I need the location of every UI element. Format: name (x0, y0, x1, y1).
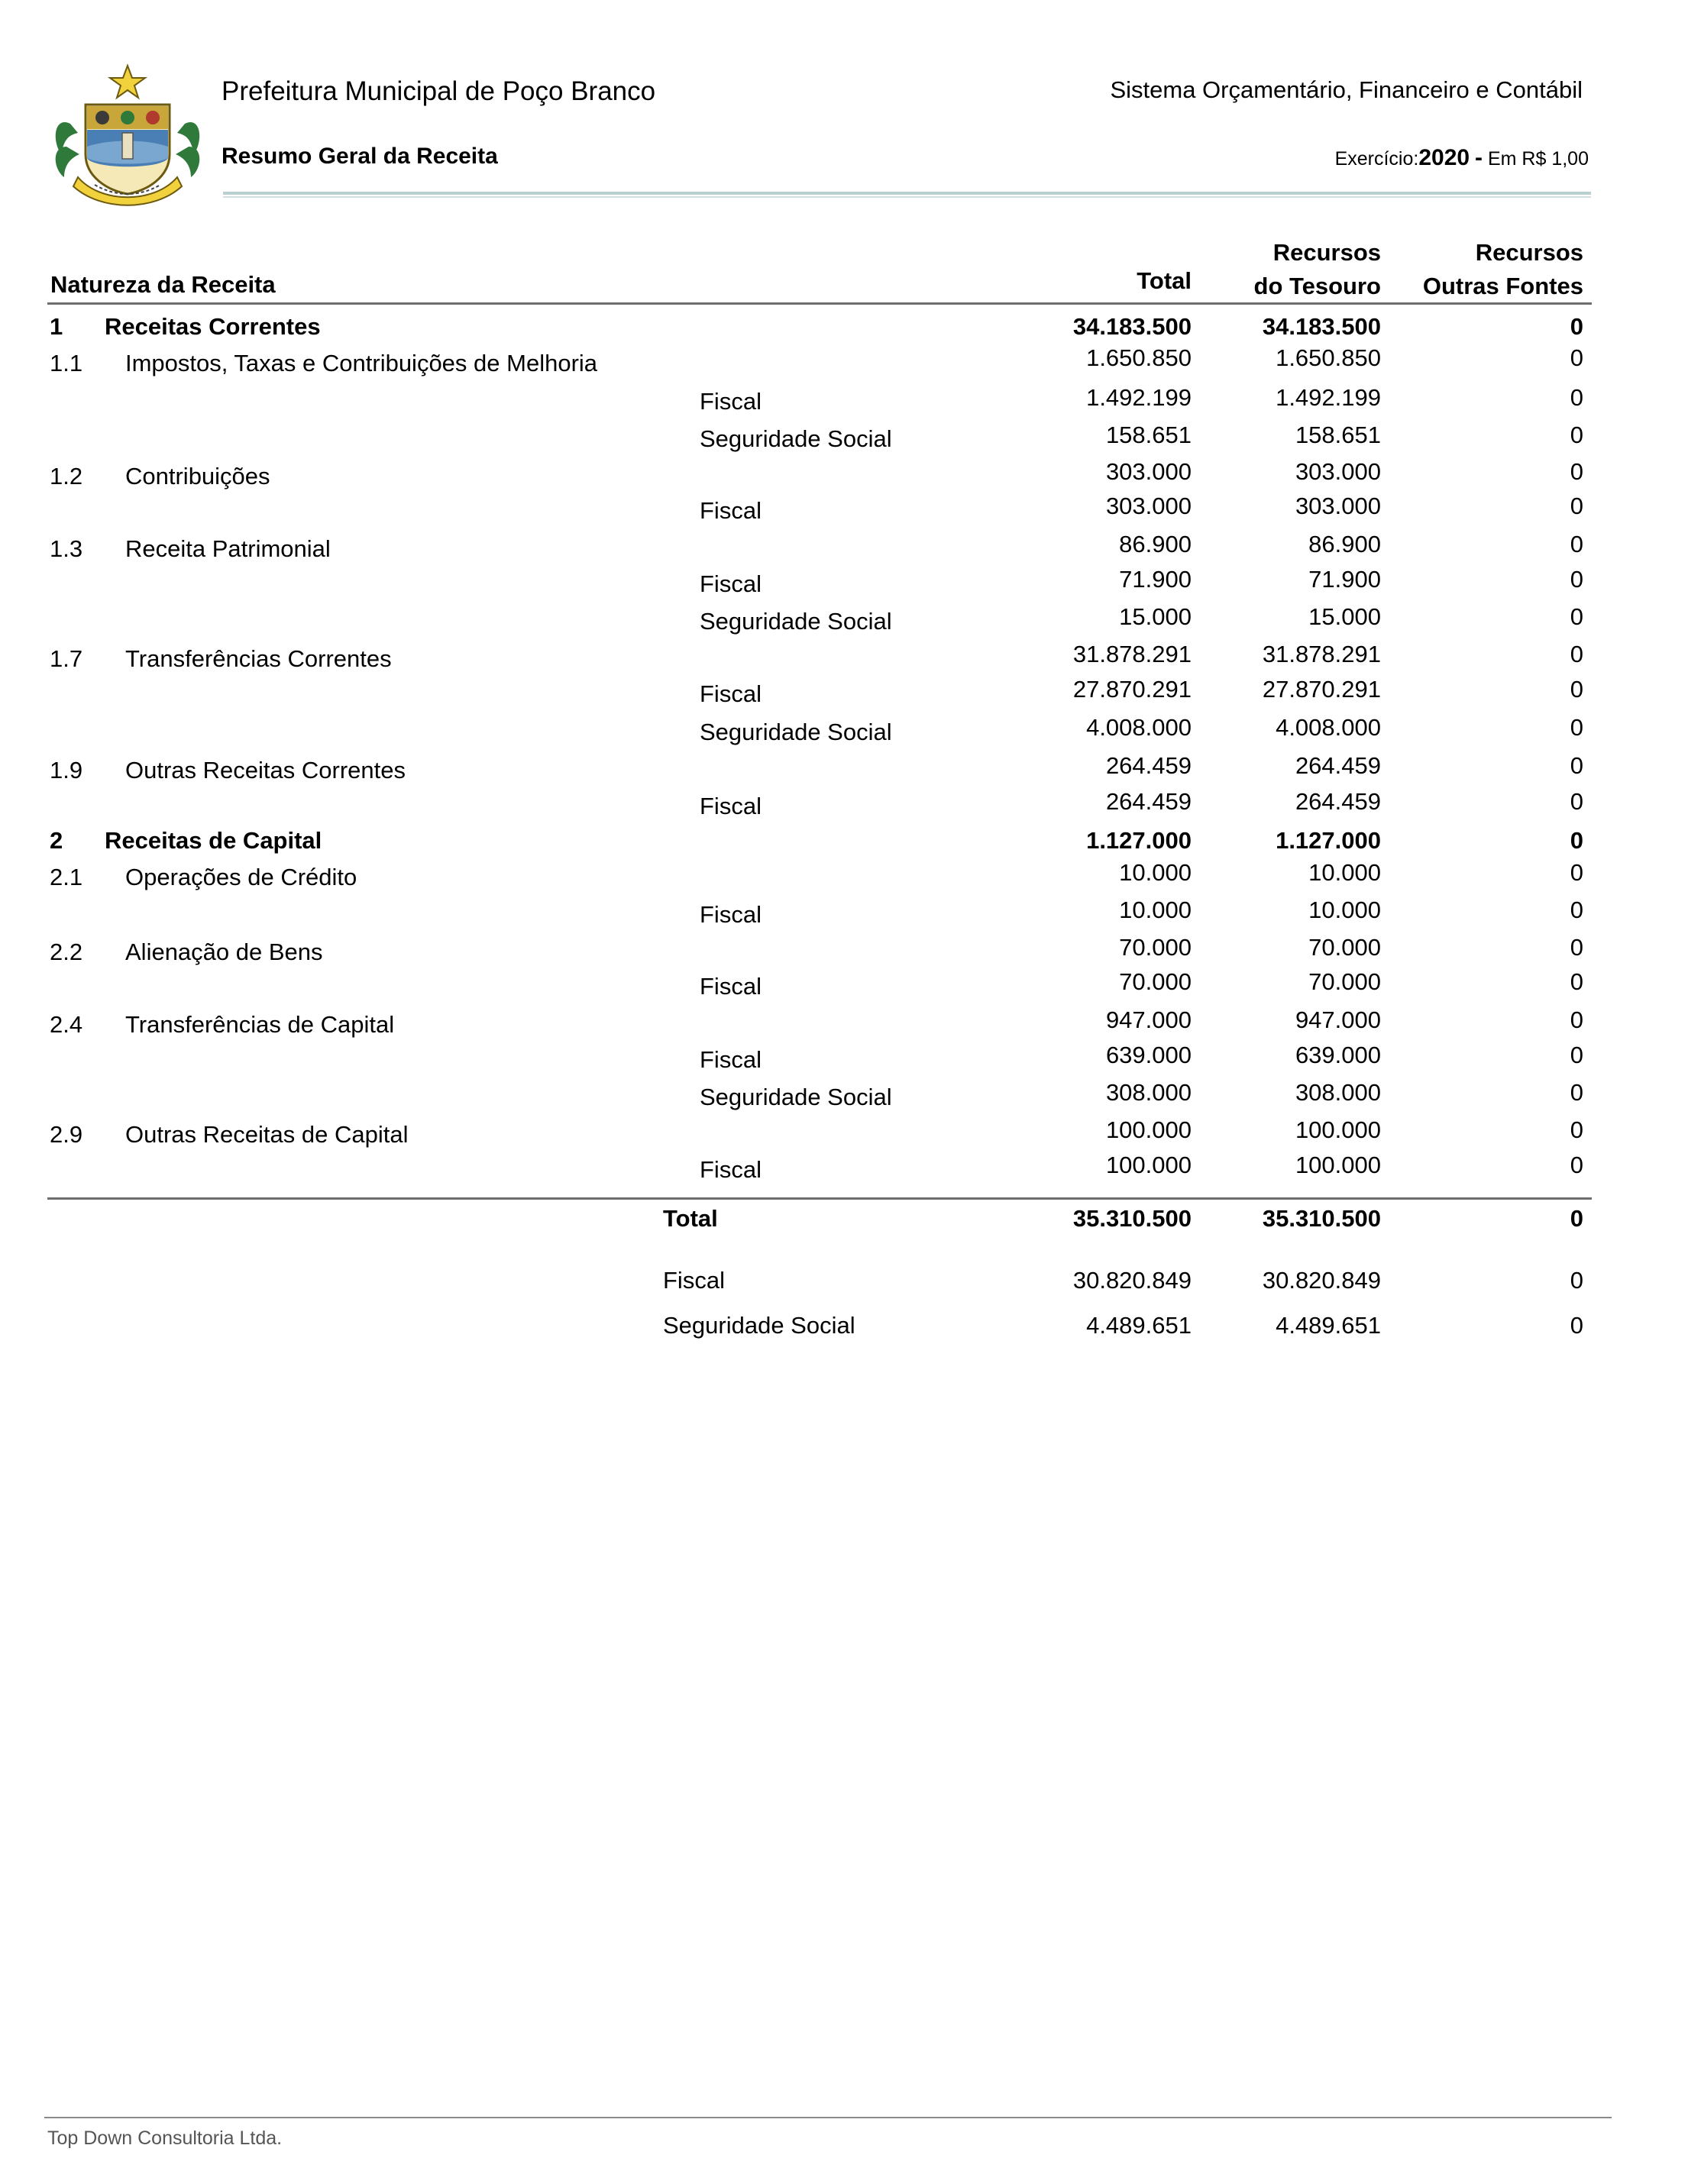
row-name: Receitas Correntes (105, 313, 321, 340)
row-subgroup: Seguridade Social (700, 425, 892, 452)
exercise-dash: - (1475, 145, 1483, 170)
row-subgroup: Seguridade Social (700, 719, 892, 745)
row-total: 15.000 (1119, 603, 1192, 630)
column-header-treasury-line1: Recursos (1272, 239, 1381, 266)
municipal-crest-logo (47, 63, 208, 208)
row-total: 86.900 (1119, 531, 1192, 557)
table-header-rule (47, 302, 1592, 305)
row-subgroup: Seguridade Social (700, 608, 892, 635)
exercise-label: Exercício: (1334, 148, 1419, 170)
table-row (0, 897, 1688, 933)
row-code: 1.3 (50, 535, 83, 562)
row-name: Contribuições (125, 463, 270, 489)
report-title: Resumo Geral da Receita (222, 144, 498, 169)
table-row (0, 344, 1688, 386)
row-subgroup: Fiscal (700, 570, 762, 597)
row-total: 10.000 (1119, 859, 1192, 886)
row-total: 10.000 (1119, 897, 1192, 923)
row-total: 303.000 (1105, 493, 1192, 519)
totals-social-total: 4.489.651 (1086, 1312, 1192, 1339)
row-treasury: 303.000 (1295, 493, 1381, 519)
row-code: 2.9 (50, 1121, 83, 1148)
row-total: 264.459 (1105, 752, 1192, 779)
row-other: 0 (1570, 934, 1583, 961)
row-total: 27.870.291 (1072, 676, 1192, 703)
row-total: 34.183.500 (1072, 313, 1192, 340)
totals-social-label: Seguridade Social (663, 1312, 855, 1339)
row-total: 70.000 (1119, 968, 1192, 995)
row-other: 0 (1570, 1152, 1583, 1178)
row-other: 0 (1570, 788, 1583, 815)
row-other: 0 (1570, 1006, 1583, 1033)
table-row (0, 1152, 1688, 1188)
row-treasury: 27.870.291 (1262, 676, 1381, 703)
row-subgroup: Fiscal (700, 680, 762, 707)
column-header-total: Total (1137, 267, 1192, 294)
row-total: 308.000 (1105, 1079, 1192, 1106)
row-code: 2.1 (50, 864, 83, 890)
table-row (0, 493, 1688, 529)
row-subgroup: Fiscal (700, 973, 762, 1000)
row-treasury: 1.127.000 (1276, 827, 1381, 854)
totals-total: 35.310.500 (1072, 1205, 1192, 1232)
totals-fiscal-other: 0 (1570, 1267, 1583, 1294)
column-header-nature: Natureza da Receita (50, 271, 276, 298)
row-other: 0 (1570, 531, 1583, 557)
table-row (0, 1006, 1688, 1043)
table-row (0, 566, 1688, 603)
row-total: 1.650.850 (1086, 344, 1192, 371)
totals-row (0, 1205, 1688, 1242)
table-row (0, 714, 1688, 751)
row-total: 1.127.000 (1086, 827, 1192, 854)
row-treasury: 1.492.199 (1276, 384, 1381, 411)
row-name: Outras Receitas Correntes (125, 757, 406, 783)
row-total: 158.651 (1105, 422, 1192, 448)
row-subgroup: Fiscal (700, 1156, 762, 1183)
row-subgroup: Fiscal (700, 388, 762, 415)
row-treasury: 158.651 (1295, 422, 1381, 448)
row-treasury: 4.008.000 (1276, 714, 1381, 741)
table-row (0, 603, 1688, 640)
row-code: 2 (50, 827, 63, 854)
exercise-info (1335, 145, 1589, 171)
row-other: 0 (1570, 1079, 1583, 1106)
currency-note: Em R$ 1,00 (1487, 148, 1589, 170)
row-total: 639.000 (1105, 1042, 1192, 1068)
table-row (0, 1042, 1688, 1078)
row-treasury: 71.900 (1308, 566, 1381, 593)
totals-other: 0 (1570, 1205, 1583, 1232)
table-row (0, 968, 1688, 1005)
row-other: 0 (1570, 1116, 1583, 1143)
row-other: 0 (1570, 752, 1583, 779)
row-treasury: 264.459 (1295, 752, 1381, 779)
row-name: Receita Patrimonial (125, 535, 331, 562)
header-divider-light (223, 196, 1591, 198)
row-other: 0 (1570, 566, 1583, 593)
row-subgroup: Seguridade Social (700, 1084, 892, 1110)
row-total: 31.878.291 (1072, 641, 1192, 667)
table-row (0, 458, 1688, 495)
table-row (0, 384, 1688, 421)
row-treasury: 86.900 (1308, 531, 1381, 557)
row-other: 0 (1570, 641, 1583, 667)
row-code: 2.4 (50, 1011, 83, 1038)
row-other: 0 (1570, 493, 1583, 519)
totals-fiscal-label: Fiscal (663, 1267, 725, 1294)
row-total: 100.000 (1105, 1152, 1192, 1178)
row-other: 0 (1570, 458, 1583, 485)
row-total: 100.000 (1105, 1116, 1192, 1143)
column-header-other-line2: Outras Fontes (1422, 273, 1583, 299)
table-row (0, 788, 1688, 825)
totals-label: Total (663, 1205, 718, 1232)
totals-social-other: 0 (1570, 1312, 1583, 1339)
row-other: 0 (1570, 859, 1583, 886)
row-subgroup: Fiscal (700, 901, 762, 928)
row-other: 0 (1570, 422, 1583, 448)
system-name: Sistema Orçamentário, Financeiro e Contábil (1110, 76, 1583, 103)
row-treasury: 31.878.291 (1262, 641, 1381, 667)
row-total: 71.900 (1119, 566, 1192, 593)
row-name: Outras Receitas de Capital (125, 1121, 409, 1148)
table-row (0, 531, 1688, 567)
totals-fiscal-total: 30.820.849 (1072, 1267, 1192, 1294)
row-code: 1.2 (50, 463, 83, 489)
row-subgroup: Fiscal (700, 793, 762, 819)
row-treasury: 10.000 (1308, 859, 1381, 886)
organization-name: Prefeitura Municipal de Poço Branco (222, 76, 656, 106)
footer-rule (44, 2117, 1612, 2118)
row-treasury: 70.000 (1308, 934, 1381, 961)
header-divider (223, 192, 1591, 195)
table-row (0, 934, 1688, 971)
row-other: 0 (1570, 968, 1583, 995)
row-total: 264.459 (1105, 788, 1192, 815)
row-treasury: 303.000 (1295, 458, 1381, 485)
row-treasury: 34.183.500 (1262, 313, 1381, 340)
row-subgroup: Fiscal (700, 1046, 762, 1073)
row-other: 0 (1570, 897, 1583, 923)
table-row (0, 1116, 1688, 1153)
table-row (0, 422, 1688, 458)
row-other: 0 (1570, 384, 1583, 411)
table-row (0, 1079, 1688, 1116)
table-row (0, 641, 1688, 677)
row-code: 1 (50, 313, 63, 340)
row-subgroup: Fiscal (700, 497, 762, 524)
row-treasury: 100.000 (1295, 1152, 1381, 1178)
row-treasury: 15.000 (1308, 603, 1381, 630)
table-row (0, 313, 1688, 350)
row-code: 2.2 (50, 939, 83, 965)
totals-fiscal-row (0, 1267, 1688, 1304)
exercise-year: 2020 (1418, 145, 1470, 170)
row-code: 1.9 (50, 757, 83, 783)
row-other: 0 (1570, 827, 1583, 854)
row-other: 0 (1570, 1042, 1583, 1068)
row-other: 0 (1570, 676, 1583, 703)
totals-fiscal-treasury: 30.820.849 (1262, 1267, 1381, 1294)
row-treasury: 1.650.850 (1276, 344, 1381, 371)
table-row (0, 752, 1688, 789)
row-name: Transferências de Capital (125, 1011, 395, 1038)
column-header-treasury-line2: do Tesouro (1253, 273, 1381, 299)
row-treasury: 10.000 (1308, 897, 1381, 923)
row-name: Receitas de Capital (105, 827, 322, 854)
row-treasury: 70.000 (1308, 968, 1381, 995)
row-name: Alienação de Bens (125, 939, 323, 965)
row-total: 947.000 (1105, 1006, 1192, 1033)
row-other: 0 (1570, 603, 1583, 630)
row-total: 303.000 (1105, 458, 1192, 485)
table-row (0, 859, 1688, 900)
column-header-other-line1: Recursos (1475, 239, 1583, 266)
row-name: Impostos, Taxas e Contribuições de Melhoria (125, 350, 598, 376)
table-row (0, 676, 1688, 712)
row-total: 4.008.000 (1086, 714, 1192, 741)
row-name: Operações de Crédito (125, 864, 357, 890)
row-other: 0 (1570, 344, 1583, 371)
row-treasury: 308.000 (1295, 1079, 1381, 1106)
row-treasury: 947.000 (1295, 1006, 1381, 1033)
row-code: 1.7 (50, 645, 83, 672)
totals-social-treasury: 4.489.651 (1276, 1312, 1381, 1339)
totals-social-row (0, 1312, 1688, 1349)
row-treasury: 639.000 (1295, 1042, 1381, 1068)
table-row (0, 827, 1688, 864)
row-other: 0 (1570, 313, 1583, 340)
table-total-rule (47, 1197, 1592, 1200)
row-treasury: 264.459 (1295, 788, 1381, 815)
row-treasury: 100.000 (1295, 1116, 1381, 1143)
row-name: Transferências Correntes (125, 645, 392, 672)
row-other: 0 (1570, 714, 1583, 741)
row-code: 1.1 (50, 350, 83, 376)
row-total: 1.492.199 (1086, 384, 1192, 411)
row-total: 70.000 (1119, 934, 1192, 961)
footer-company: Top Down Consultoria Ltda. (47, 2127, 283, 2149)
totals-treasury: 35.310.500 (1262, 1205, 1381, 1232)
